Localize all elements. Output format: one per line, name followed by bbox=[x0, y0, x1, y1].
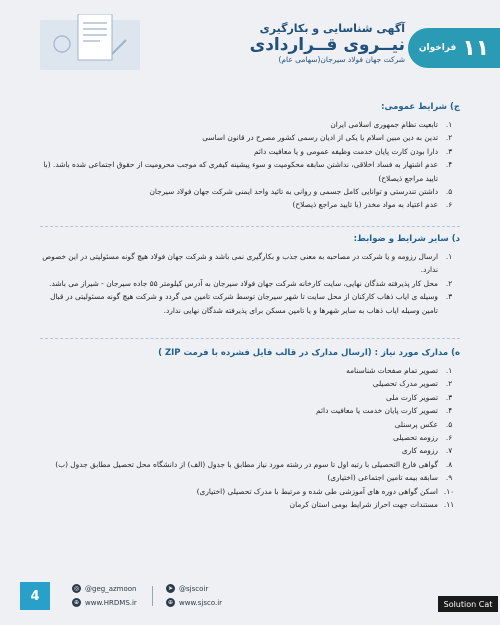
item-text: دارا بودن کارت پایان خدمت وظیفه عمومی و یا معافیت دائم bbox=[253, 146, 438, 156]
item-number: ۳. bbox=[445, 146, 453, 156]
item-text: سابقه بیمه تامین اجتماعی (اختیاری) bbox=[327, 473, 438, 483]
section-divider bbox=[40, 226, 460, 227]
section-divider bbox=[40, 338, 460, 339]
list-item bbox=[40, 118, 460, 131]
list-item bbox=[40, 444, 460, 457]
list-item bbox=[40, 131, 460, 144]
item-text: تصویر مدرک تحصیلی bbox=[372, 379, 438, 389]
header bbox=[0, 0, 500, 88]
globe-icon: ⊕ bbox=[73, 599, 80, 606]
item-number: ۱. bbox=[445, 252, 453, 261]
website-text: www.sjsco.ir bbox=[179, 598, 223, 607]
telegram-handle[interactable] bbox=[166, 584, 208, 593]
title-subtitle: شرکت جهان فولاد سیرجان(سهامی عام) bbox=[278, 55, 405, 64]
list-item bbox=[40, 185, 460, 198]
item-number: ۹. bbox=[445, 473, 453, 483]
list-item bbox=[40, 404, 460, 417]
watermark-label: Solution Cat bbox=[438, 596, 498, 612]
instagram-text: @geg_azmoon bbox=[85, 584, 137, 593]
list-item bbox=[40, 158, 460, 185]
item-text: عدم اشتهار به فساد اخلاقی، نداشتن سابقه محکومیت و سوء پیشینه کیفری که موجب محرومیت از حقوق اجتماعی شده باشد. (با تایید مراجع ذیصلاح) bbox=[43, 160, 438, 183]
section-general-conditions bbox=[40, 102, 460, 212]
item-text: وسیله ی ایاب ذهاب کارکنان از محل سایت تا شهر سیرجان توسط شرکت تامین می گردد و شرکت هیچ گونه مسئولیتی در قبال تامین وسیله ایاب ذهاب به سایر شهرها و یا تامین مسکن برای پذیرفته شدگان نهایی ندارد. bbox=[50, 292, 438, 315]
website-link-sjsco[interactable] bbox=[166, 598, 222, 607]
list-item bbox=[40, 290, 460, 317]
item-number: ۷. bbox=[445, 446, 453, 456]
item-text: تصویر تمام صفحات شناسنامه bbox=[346, 366, 438, 375]
document-illustration-icon bbox=[40, 14, 140, 76]
section-heading: د) سایر شرایط و ضوابط: bbox=[353, 234, 460, 244]
title-block bbox=[185, 22, 405, 65]
footer-separator bbox=[152, 586, 153, 606]
section-heading: ج) شرایط عمومی: bbox=[381, 102, 460, 112]
telegram-text: @sjscoir bbox=[179, 584, 209, 593]
list-item bbox=[40, 485, 460, 498]
list-item bbox=[40, 498, 460, 511]
item-text: محل کار پذیرفته شدگان نهایی، سایت کارخانه شرکت جهان فولاد سیرجان به آدرس کیلومتر ۵۵ جاده سیرجان - شیراز می باشد. bbox=[49, 278, 438, 288]
list-item bbox=[40, 364, 460, 377]
item-number: ۵. bbox=[445, 419, 453, 429]
footer bbox=[0, 582, 500, 610]
item-text: ارسال رزومه و یا شرکت در مصاحبه به معنی جذب و بکارگیری نمی باشد و شرکت جهان فولاد هیچ گونه مسئولیتی در این خصوص ندارد. bbox=[42, 252, 438, 275]
instagram-icon: ◎ bbox=[73, 585, 80, 592]
item-number: ۳. bbox=[445, 292, 453, 302]
list-item bbox=[40, 458, 460, 471]
title-small: آگهی شناسایی و بکارگیری bbox=[259, 22, 405, 35]
item-number: ۵. bbox=[445, 187, 453, 197]
item-number: ۳. bbox=[445, 392, 453, 402]
item-number: ۲. bbox=[445, 379, 453, 389]
announcement-badge bbox=[408, 28, 500, 68]
website-link-hrdms[interactable] bbox=[72, 598, 137, 607]
section-other-conditions bbox=[40, 234, 460, 317]
item-number: ۶. bbox=[445, 433, 453, 443]
item-number: ۲. bbox=[445, 278, 453, 288]
item-number: ۱۱. bbox=[443, 500, 455, 510]
list-item bbox=[40, 377, 460, 390]
list-item bbox=[40, 431, 460, 444]
item-text: تابعیت نظام جمهوری اسلامی ایران bbox=[330, 120, 438, 129]
list-item bbox=[40, 277, 460, 290]
list-item bbox=[40, 250, 460, 277]
item-number: ۲. bbox=[445, 133, 453, 143]
item-text: اسکن گواهی دوره های آموزشی طی شده و مرتبط با مدرک تحصیلی (اختیاری) bbox=[196, 486, 438, 496]
item-number: ۱. bbox=[445, 366, 453, 375]
list-item bbox=[40, 145, 460, 158]
section-required-documents bbox=[40, 348, 460, 511]
item-number: ۴. bbox=[445, 406, 453, 416]
list-item bbox=[40, 471, 460, 484]
list-item bbox=[40, 198, 460, 211]
item-text: تصویر کارت پایان خدمت یا معافیت دائم bbox=[316, 406, 438, 416]
item-text: تصویر کارت ملی bbox=[386, 392, 438, 402]
telegram-icon: ➤ bbox=[167, 585, 174, 592]
item-text: مستندات جهت احراز شرایط بومی استان کرمان bbox=[289, 500, 438, 510]
item-number: ۱۰. bbox=[443, 486, 455, 496]
list-item bbox=[40, 418, 460, 431]
website-text: www.HRDMS.ir bbox=[85, 598, 137, 607]
section-heading: ه) مدارک مورد نیاز : (ارسال مدارک در قالب فایل فشرده با فرمت ZIP ) bbox=[158, 348, 460, 358]
list-item bbox=[40, 391, 460, 404]
title-main: نیــروی قــراردادی bbox=[249, 35, 405, 55]
item-text: عدم اعتیاد به مواد مخدر (با تایید مراجع ذیصلاح) bbox=[292, 200, 438, 210]
item-text: عکس پرسنلی bbox=[394, 419, 438, 429]
item-number: ۴. bbox=[445, 160, 453, 170]
badge-number: ۱۱ bbox=[462, 35, 490, 61]
item-text: داشتن تندرستی و توانایی کامل جسمی و روانی به تائید واحد ایمنی شرکت جهان فولاد سیرجان bbox=[149, 187, 438, 197]
instagram-handle[interactable] bbox=[72, 584, 136, 593]
item-text: تدین به دین مبین اسلام یا یکی از ادیان رسمی کشور مصرح در قانون اساسی bbox=[202, 133, 438, 143]
item-number: ۸. bbox=[445, 459, 453, 469]
badge-label: فراخوان bbox=[418, 43, 457, 53]
item-text: رزومه تحصیلی bbox=[392, 433, 438, 443]
item-number: ۱. bbox=[445, 120, 453, 129]
globe-icon: ⊕ bbox=[167, 599, 174, 606]
item-number: ۶. bbox=[445, 200, 453, 210]
item-text: گواهی فارغ التحصیلی با رتبه اول تا سوم در رشته مورد نیاز مطابق با جدول (الف) از دانشگاه محل تحصیل مطابق جدول (ب) bbox=[55, 459, 438, 469]
item-text: رزومه کاری bbox=[401, 446, 438, 456]
page-number: 4 bbox=[20, 582, 50, 610]
